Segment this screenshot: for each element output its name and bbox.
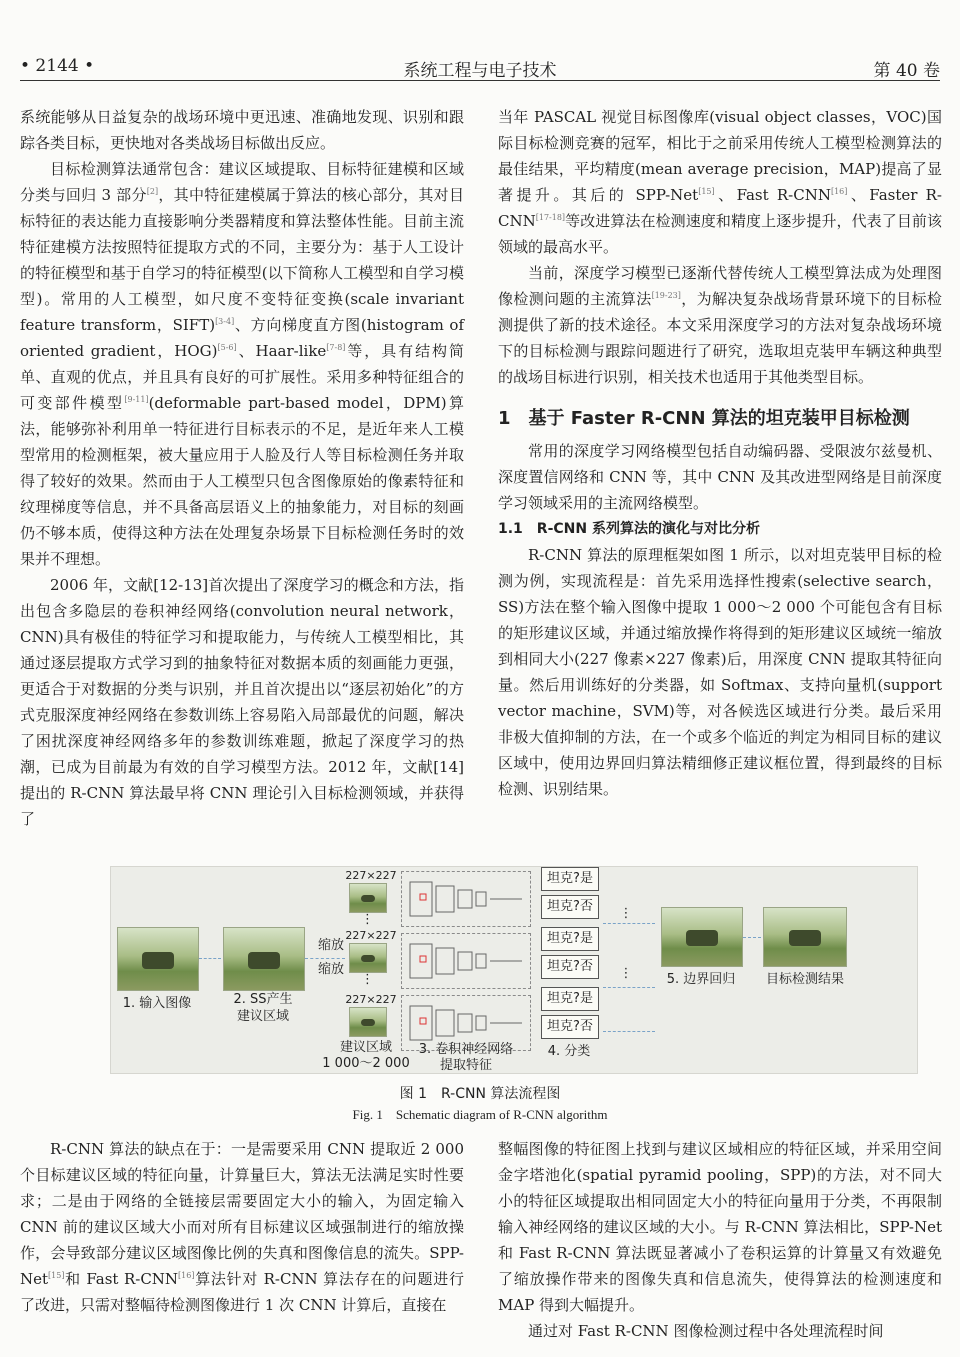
cnn-label-b: 提取特征 xyxy=(439,1058,492,1073)
vertical-dots: ⋮ xyxy=(619,966,633,981)
figure-caption-cn: 图 1 R-CNN 算法流程图 xyxy=(399,1086,561,1102)
regions-label-b: 1 000～2 000 xyxy=(322,1056,410,1071)
regression-label: 5. 边界回归 xyxy=(666,972,736,987)
paragraph: 当前，深度学习模型已逐渐代替传统人工模型算法成为处理图像检测问题的主流算法[19-23]，为解决复杂战场背景环境下的目标检测提供了新的技术途径。本文采用深度学习的方法对复杂战场环境下的目标检测与跟踪问题进行了研究，选取坦克装甲车辆这种典型的战场目标进行识别，相关技术也适用于其他类型目标。 xyxy=(498,264,942,386)
region-crop xyxy=(349,943,387,973)
citation: [5-6] xyxy=(217,343,237,352)
right-column xyxy=(498,104,942,802)
paragraph: 常用的深度学习网络模型包括自动编码器、受限波尔兹曼机、深度置信网络和 CNN 等，其中 CNN 及其改进型网络是目前深度学习领域采用的主流网络模型。 xyxy=(498,442,942,512)
paragraph: 系统能够从日益复杂的战场环境中更迅速、准确地发现、识别和跟踪各类目标，更快地对各类战场目标做出反应。 xyxy=(20,108,464,152)
input-image xyxy=(117,927,199,991)
left-column xyxy=(20,104,464,832)
class-box: 坦克?否 xyxy=(541,1015,599,1039)
class-box: 坦克?否 xyxy=(541,895,599,919)
region-crop xyxy=(349,1007,387,1037)
paragraph: 通过对 Fast R-CNN 图像检测过程中各处理流程时间 xyxy=(528,1322,884,1340)
label-input: 1. 输入图像 xyxy=(122,996,192,1011)
regions-label-a: 建议区域 xyxy=(339,1040,392,1055)
citation: [15] xyxy=(698,187,715,196)
citation: [15] xyxy=(48,1271,65,1280)
class-box: 坦克?是 xyxy=(541,987,599,1011)
size-label: 227×227 xyxy=(345,869,397,882)
paragraph: R-CNN 算法的缺点在于：一是需要采用 CNN 提取近 2 000 个目标建议区域的特征向量，计算量巨大，算法无法满足实时性要求；二是由于网络的全链接层需要固定大小的输入，为固定输入 CNN 前的建议区域大小而对所有目标建议区域强制进行的缩放操作，会导致部分建议区域图像比例的失真和图像信息的流失。SPP-Net[15]和 Fast R-CNN[16]算法针对 R-CNN 算法存在的问题进行了改进，只需对整幅待检测图像进行 1 次 CNN 计算后，直接在 xyxy=(20,1140,464,1314)
label-ss-a: 2. SS产生 xyxy=(233,992,293,1007)
result-image xyxy=(763,907,847,967)
citation: [9-11] xyxy=(124,395,149,404)
paragraph: 整幅图像的特征图上找到与建议区域相应的特征区域，并采用空间金字塔池化(spatial pyramid pooling，SPP)的方法，对不同大小的特征区域提取出相同固定大小的特征向量用于分类，不再限制输入神经网络的建议区域的大小。与 R-CNN 算法相比，SPP-Net 和 Fast R-CNN 算法既显著减小了卷积运算的计算量又有效避免了缩放操作带来的图像失真和信息流失，使得算法的检测速度和 MAP 得到大幅提升。 xyxy=(498,1140,942,1314)
vertical-dots: ⋮ xyxy=(619,906,633,921)
citation: [2] xyxy=(146,187,159,196)
bottom-right-column xyxy=(498,1136,942,1344)
page-number: • 2144 • xyxy=(20,56,95,76)
region-crop xyxy=(349,883,387,913)
subsection-heading: 1.1 R-CNN 系列算法的演化与对比分析 xyxy=(498,521,760,537)
cnn-label-a: 3. 卷积神经网络 xyxy=(418,1042,514,1057)
classify-label: 4. 分类 xyxy=(547,1044,591,1059)
citation: [7-8] xyxy=(326,343,346,352)
result-label: 目标检测结果 xyxy=(765,972,844,987)
paragraph: 当年 PASCAL 视觉目标图像库(visual object classes，VOC)国际目标检测竞赛的冠军，相比于之前采用传统人工模型检测算法的最佳结果，平均精度(mean average precision，MAP)提高了显著提升。其后的 SPP-Net[15]、Fast R-CNN[16]、Faster R-CNN[17-18]等改进算法在检测速度和精度上逐步提升，代表了目前该领域的最高水平。 xyxy=(498,108,942,256)
bottom-left-column xyxy=(20,1136,464,1318)
size-label: 227×227 xyxy=(345,929,397,942)
citation: [19-23] xyxy=(651,291,681,300)
cnn-block xyxy=(401,933,531,989)
vertical-dots: ⋮ xyxy=(361,912,374,927)
ss-image xyxy=(223,927,305,991)
citation: [17-18] xyxy=(535,213,566,222)
journal-title: 系统工程与电子技术 xyxy=(403,61,557,81)
running-header xyxy=(20,50,940,81)
paragraph: R-CNN 算法的原理框架如图 1 所示，以对坦克装甲目标的检测为例，实现流程是：首先采用选择性搜索(selective search，SS)方法在整个输入图像中提取 1 000～2 000 个可能包含有目标的矩形建议区域，并通过缩放操作将得到的矩形建议区域统一缩放到相同大小(227 像素×227 像素)后，用深度 CNN 提取其特征向量。然后用训练好的分类器，如 Softmax、支持向量机(support vector machine，SVM)等，对各候选区域进行分类。最后采用非极大值抑制的方法，在一个或多个临近的判定为相同目标的建议区域中，使用边界回归算法精细修正建议框位置，得到最终的目标检测、识别结果。 xyxy=(498,546,942,798)
paragraph: 目标检测算法通常包含：建议区域提取、目标特征建模和区域分类与回归 3 部分[2]，其中特征建模属于算法的核心部分，其对目标特征的表达能力直接影响分类器精度和算法整体性能。目前主流特征建模方法按照特征提取方式的不同，主要分为：基于人工设计的特征模型和基于自学习的特征模型(以下简称人工模型和自学习模型)。常用的人工模型，如尺度不变特征变换(scale invariant feature transform，SIFT)[3-4]、方向梯度直方图(histogram of oriented gradient，HOG)[5-6]、Haar-like[7-8]等，具有结构简单、直观的优点，并且具有良好的可扩展性。采用多种特征组合的可变部件模型[9-11](deformable part-based model，DPM)算法，能够弥补利用单一特征进行目标表示的不足，是近年来人工模型常用的检测框架，被大量应用于人脸及行人等目标检测任务并取得了较好的效果。然而由于人工模型只包含图像原始的像素特征和纹理梯度等信息，并不具备高层语义上的抽象能力，对目标的刻画仍不够本质，使得这种方法在处理复杂场景下目标检测任务时的效果并不理想。 xyxy=(20,160,464,568)
figure-rcnn-flow xyxy=(110,866,918,1074)
section-heading: 1 基于 Faster R-CNN 算法的坦克装甲目标检测 xyxy=(498,408,910,429)
scale-label: 缩放 xyxy=(317,962,344,977)
figure-caption-en: Fig. 1 Schematic diagram of R-CNN algorithm xyxy=(352,1107,608,1122)
class-box: 坦克?否 xyxy=(541,955,599,979)
class-box: 坦克?是 xyxy=(541,867,599,891)
cnn-layers-icon xyxy=(402,872,530,926)
regression-image xyxy=(661,907,743,967)
citation: [3-4] xyxy=(215,317,235,326)
cnn-layers-icon xyxy=(402,934,530,988)
class-box: 坦克?是 xyxy=(541,927,599,951)
paragraph: 2006 年，文献[12-13]首次提出了深度学习的概念和方法，指出包含多隐层的卷积神经网络(convolution neural network，CNN)具有极佳的特征学习和提取能力，与传统人工模型相比，其通过逐层提取方式学习到的抽象特征对数据本质的刻画能力更强，更适合于对数据的分类与识别，并且首次提出以“逐层初始化”的方式克服深度神经网络在参数训练上容易陷入局部最优的问题，解决了困扰深度神经网络多年的参数训练难题，掀起了深度学习的热潮，已成为目前最为有效的自学习模型方法。2012 年，文献[14]提出的 R-CNN 算法最早将 CNN 理论引入目标检测领域，并获得了 xyxy=(20,576,464,828)
citation: [16] xyxy=(830,187,848,196)
scale-label: 缩放 xyxy=(317,938,344,953)
vertical-dots: ⋮ xyxy=(361,972,374,987)
citation: [16] xyxy=(178,1271,195,1280)
cnn-block xyxy=(401,871,531,927)
size-label: 227×227 xyxy=(345,993,397,1006)
label-ss-b: 建议区域 xyxy=(236,1009,289,1024)
volume-label: 第 40 卷 xyxy=(873,61,940,81)
